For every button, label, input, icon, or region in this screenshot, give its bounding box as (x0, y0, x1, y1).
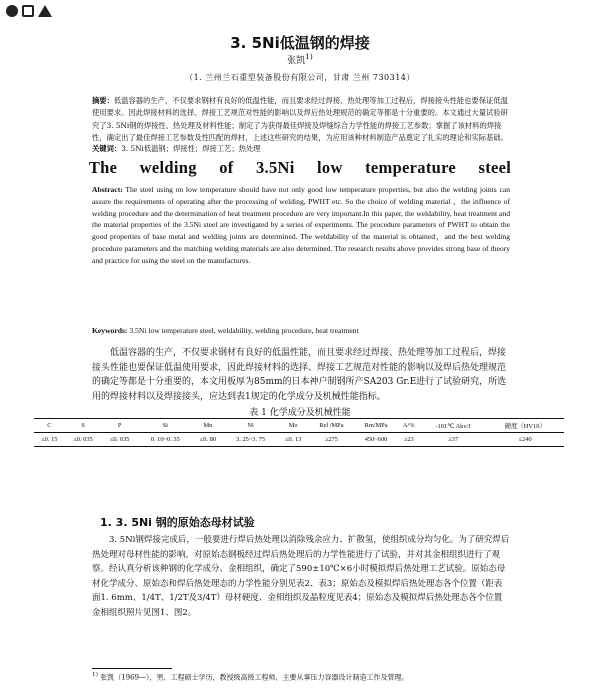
footnote-text: 张凯（1969—），男，工程硕士学历，教授级高级工程师，主要从事压力容器设计制造工作及管理。 (100, 673, 409, 682)
english-keywords-label: Keywords: (92, 326, 128, 335)
table-cell: ≤240 (518, 436, 532, 443)
chinese-keywords (92, 143, 512, 155)
table-caption: 表 1 化学成分及机械性能 (249, 408, 351, 418)
table-header-cell: Si (162, 422, 168, 429)
table-cell: ≤0. 13 (285, 436, 302, 443)
affiliation: （1. 兰州兰石重型装备股份有限公司，甘肃 兰州 730314） (185, 73, 415, 82)
author-name: 张凯 (287, 56, 306, 66)
section-heading: 1. 3. 5Ni 钢的原始态母材试验 (100, 516, 255, 529)
table-cell: 3. 25~3. 75 (236, 436, 266, 443)
english-keywords-text: 3.5Ni low temperature steel, weldability, welding procedure, heat treatment (129, 326, 359, 335)
publisher-logo-icon (22, 5, 34, 17)
table-header-cell: A/% (402, 422, 415, 429)
table-header-cell: C (47, 422, 52, 429)
paper-title: 3. 5Ni低温钢的焊接 (230, 34, 370, 52)
table-cell: ≥23 (403, 436, 414, 443)
table-body (34, 433, 564, 447)
table-cell: ≥37 (448, 436, 459, 443)
table-header-cell: P (117, 422, 122, 429)
chinese-abstract-label: 摘要： (92, 96, 114, 105)
table-cell: 0. 10~0. 35 (150, 436, 180, 443)
chinese-abstract (92, 95, 512, 144)
english-abstract-text: The steel using on low temperature should have not only good low temperature properties, but also the welding joints can assure the requirements of operating after the processing of welding, PWHT etc. So the choice of welding material 、the influence of welding procedure and the determination of heat treatment procedure are very important.In this paper, the weldability, heat treatment and the material properties of the 3.5Ni steel are investigated by a series of experiments. The procedure parameters of PWHT to obtain the good properties of base metal and welding joints are determined. The weldability of the material is obtained，and the best welding procedure parameters and the matching welding materials are also determined. The research results above provides strong base of theory and practice for using the steel on the manufactures. (92, 185, 510, 265)
table-header-cell: 硬度（HV10） (504, 423, 546, 430)
introduction-paragraph: 低温容器的生产，不仅要求钢材有良好的低温性能，而且要求经过焊接、热处理等加工过程后，焊接接头性能也要保证低温使用要求，因此焊接材料的选择、焊接工艺规范对性能的影响以及焊后热处理规范的确定等都是十分重要的，本文用板厚为85mm的日本神户制钢所产SA203 Gr.E进行了试验研究，所选用的焊接材料以及焊接接头，应达到表1规定的化学成分及机械性能指标。 (92, 348, 507, 402)
footnote-mark: 1) (92, 672, 98, 678)
author-footnote-mark: 1) (305, 52, 313, 61)
table-cell: ≤0. 035 (73, 436, 93, 443)
table-cell: 450~600 (364, 436, 388, 443)
table-header-row (34, 419, 564, 433)
table-header-cell: Mn (203, 422, 213, 429)
footnote (92, 672, 522, 682)
chinese-keywords-text: 3. 5Ni低温钢；焊接性；焊接工艺；热处理 (121, 144, 261, 153)
table-header-cell: Rm/MPa (364, 422, 388, 429)
table-row (34, 433, 564, 447)
chinese-keywords-label: 关键词： (92, 144, 122, 153)
table-cell: ≤0. 80 (199, 436, 217, 443)
english-abstract (92, 184, 510, 267)
table-header-cell: Mo (288, 422, 298, 429)
footnote-divider (92, 668, 172, 669)
table-header-cell: Ni (247, 422, 254, 429)
table-cell: ≤0. 15 (41, 436, 58, 443)
journal-logo-icon (6, 5, 18, 17)
english-title: The welding of 3.5Ni low temperature steel (88, 158, 512, 177)
chinese-abstract-text: 低温容器的生产，不仅要求钢材有良好的低温性能，而且要求经过焊接、热处理等加工过程后，焊接接头性能也要保证低温使用要求。因此焊接材料的选择、焊接工艺规范对性能的影响以及焊后热处理规范的确定等都是十分重要的。本文通过大量试验研究了3. 5Ni钢的焊接性、热处理及材料性能；制定了为获得最佳焊接及焊缝综合力学性能的焊接工艺参数；掌握了该材料的焊接性，确定出了最佳焊接工艺参数及性匹配的焊材，上述这些研究的结果，为应用该种材料制造产品奠定了扎实的理论和实际基础。 (92, 96, 508, 142)
table-header-cell: S (81, 422, 85, 429)
table-header-cell: -101℃ Akv/J (435, 422, 471, 430)
journal-logos (6, 5, 52, 17)
table-header-cell: Rel /MPa (319, 422, 344, 429)
composition-table (34, 418, 564, 447)
author-line (0, 52, 600, 66)
table-cell: ≤0. 035 (109, 436, 130, 443)
institute-logo-icon (38, 5, 52, 17)
section-paragraph: 3. 5Ni钢焊接完成后，一般要进行焊后热处理以消除残余应力、扩散氢，使组织成分均匀化。为了研究焊后热处理对母材性能的影响，对原始态钢板经过焊后热处理后的力学性能进行了试验，并对其金相组织进行了观察。经认真分析该种钢的化学成分、金相组织，确定了590±10℃×6小时模拟焊后热处理工艺试验。原始态母材化学成分、原始态和焊后热处理态的力学性能分别见表2、表3；原始态及模拟焊后热处理态各个位置（距表面1. 6mm、1/4T、1/2T及3/4T）母材硬度、金相组织及晶粒度见表4；原始态及模拟焊后热处理态各个位置金相组织照片见图1、图2。 (92, 535, 510, 618)
english-keywords (92, 325, 510, 337)
english-abstract-label: Abstract: (92, 185, 123, 194)
table-cell: ≥275 (324, 436, 338, 443)
